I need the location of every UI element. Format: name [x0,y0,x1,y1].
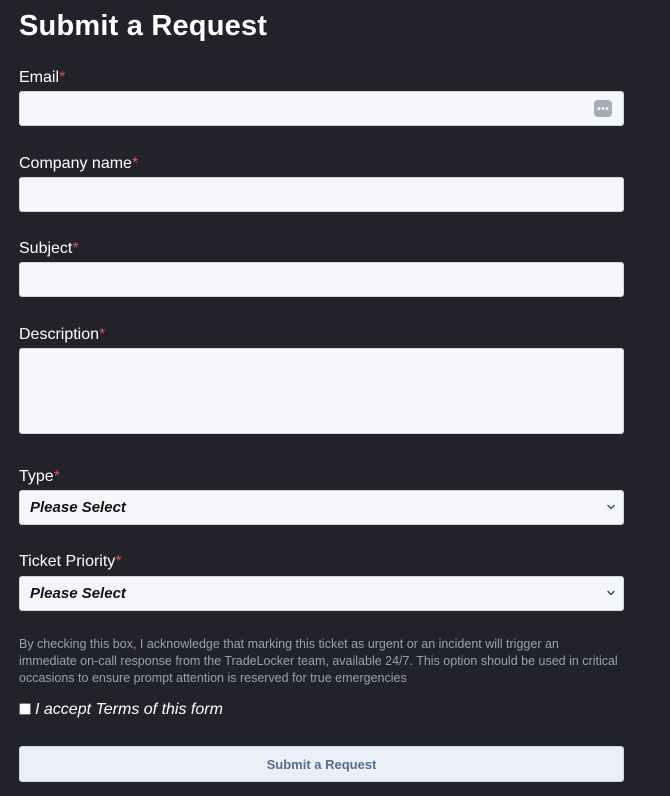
required-marker: * [115,553,122,570]
terms-checkbox[interactable] [19,703,31,715]
ticket-priority-label-text: Ticket Priority [19,553,116,570]
required-marker: * [53,468,60,485]
required-marker: * [99,326,106,343]
subject-label [19,239,79,259]
description-label [19,325,105,345]
chevron-down-icon [605,499,617,515]
required-marker: * [72,240,79,257]
email-field[interactable] [19,91,624,126]
email-label [19,68,65,88]
type-label [19,467,60,487]
subject-field[interactable] [19,262,624,297]
chevron-down-icon [605,585,617,601]
urgent-disclaimer-text: By checking this box, I acknowledge that marking this ticket as urgent or an incident will trigger an immediate on-call response from the TradeLocker team, available 24/7. This option should be used in critical occasions to ensure prompt attention is reserved for true emergencies [19,637,618,685]
page-title: Submit a Request [19,10,268,42]
description-label-text: Description [19,326,100,343]
submit-request-button[interactable]: Submit a Request [19,746,624,782]
type-label-text: Type [19,468,54,485]
company-name-label-text: Company name [19,155,132,172]
password-manager-dots-icon[interactable] [594,100,612,117]
required-marker: * [59,69,66,86]
ticket-priority-select[interactable] [19,576,624,611]
ticket-priority-select-value: Please Select [30,585,126,602]
subject-label-text: Subject [19,240,73,257]
type-select-value: Please Select [30,499,126,516]
company-name-field[interactable] [19,177,624,212]
required-marker: * [131,155,139,172]
email-label-text: Email [19,69,60,86]
ticket-priority-label [19,552,122,572]
terms-label[interactable]: I accept Terms of this form [35,701,223,718]
description-field[interactable] [19,348,624,434]
type-select[interactable] [19,490,624,525]
company-name-label [19,154,138,174]
